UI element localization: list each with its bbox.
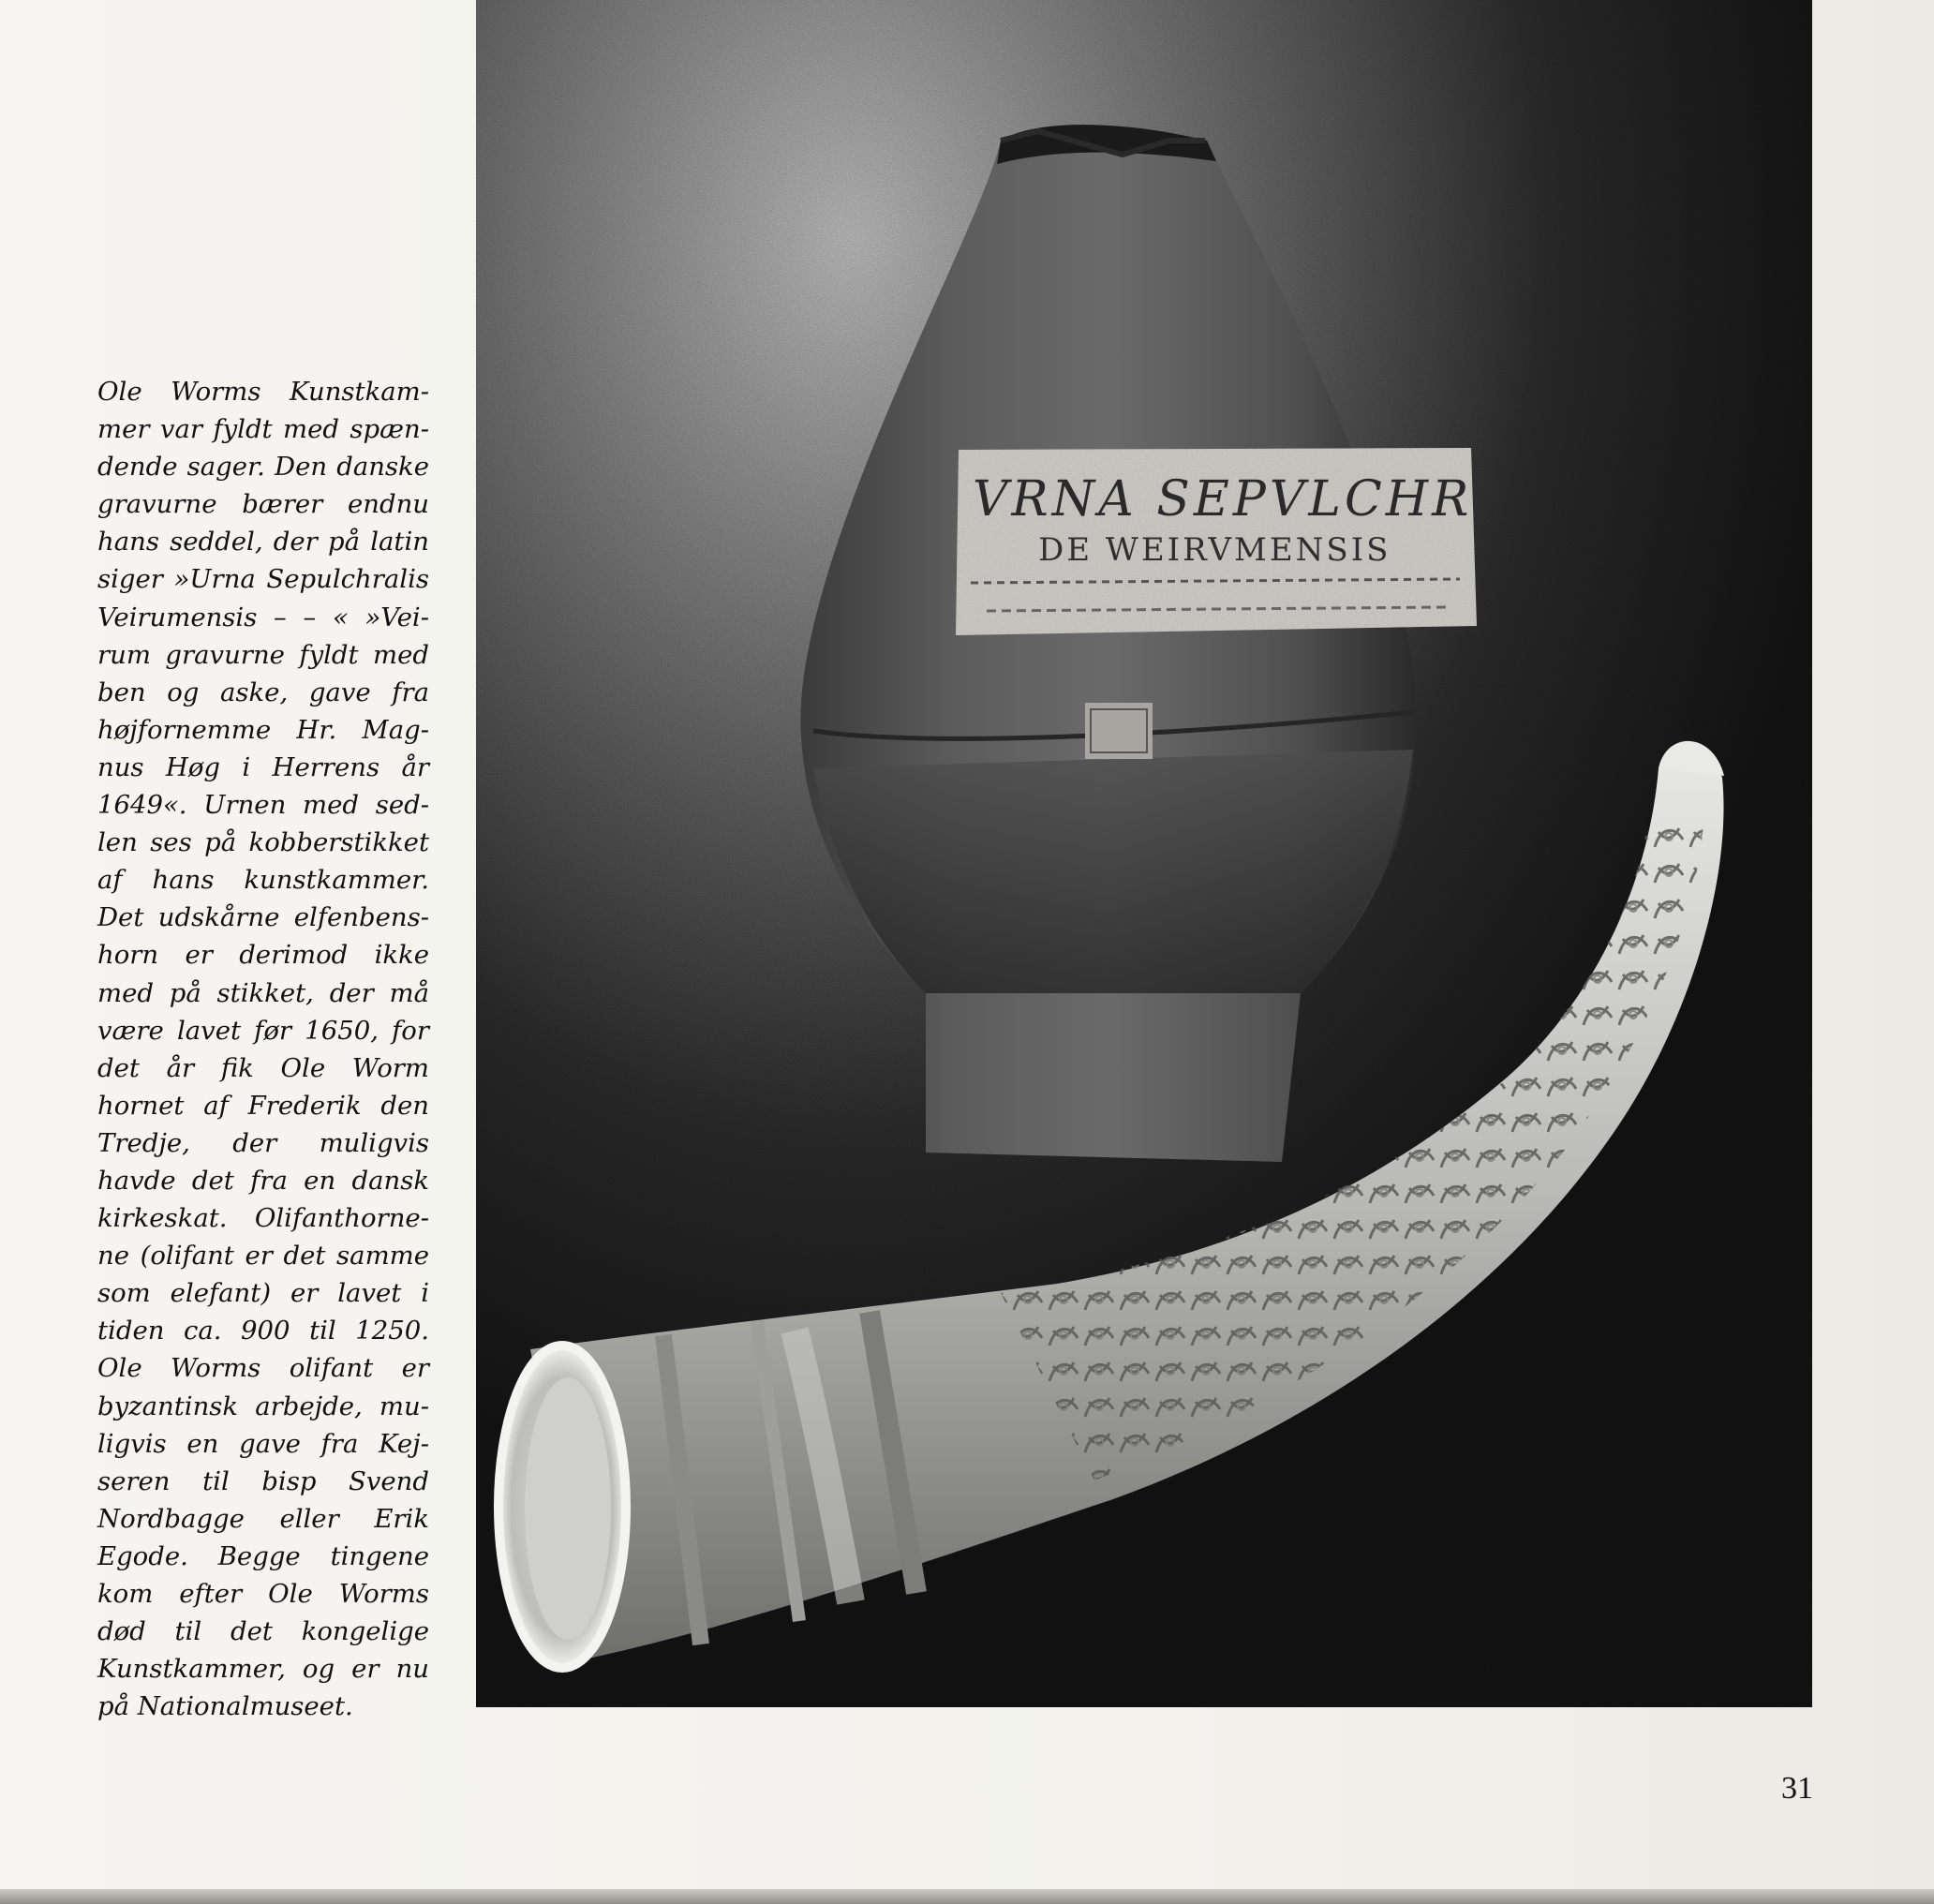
caption-line: mer var fyldt med spæn- [97,414,429,445]
caption-line: rum gravurne fyldt med [97,639,429,670]
caption-line: ligvis en gave fra Kej- [97,1428,429,1459]
caption-line: Kunstkammer, og er nu [97,1654,429,1685]
caption-line: 1649«. Urnen med sed- [97,790,429,821]
caption-line: ben og aske, gave fra [97,677,429,707]
caption-line: kirkeskat. Olifanthorne- [97,1203,429,1234]
caption-line: havde det fra en dansk [97,1165,429,1196]
caption-line: gravurne bærer endnu [97,489,429,520]
caption-line: len ses på kobberstikket [97,827,429,858]
caption-line: byzantinsk arbejde, mu- [97,1391,429,1421]
caption-line: kom efter Ole Worms [97,1579,429,1609]
caption-line: seren til bisp Svend [97,1465,429,1496]
photograph-urn-and-horn [476,0,1812,1707]
urn-small-label [1085,703,1153,759]
caption-line: Egode. Begge tingene [97,1540,429,1571]
caption-line: af hans kunstkammer. [97,865,429,896]
caption-line: hornet af Frederik den [97,1090,429,1121]
urn-paper-label [956,448,1477,635]
caption-line: død til det kongelige [97,1616,429,1647]
caption-line: siger »Urna Sepulchralis [97,564,429,595]
urn-label-line-2: DE WEIRVMENSIS [1038,531,1391,569]
page-number: 31 [1781,1771,1813,1806]
caption-line: være lavet før 1650, for [97,1015,429,1046]
caption-line: Veirumensis – – « »Vei- [97,602,429,632]
caption-line: Nordbagge eller Erik [97,1503,429,1534]
caption-line: Tredje, der muligvis [97,1127,429,1158]
caption-line: Ole Worms olifant er [97,1353,429,1384]
caption-line: nus Høg i Herrens år [97,751,429,782]
caption-line: som elefant) er lavet i [97,1278,429,1309]
caption-line: med på stikket, der må [97,977,429,1008]
caption-line: horn er derimod ikke [97,940,429,971]
caption-line: tiden ca. 900 til 1250. [97,1316,429,1346]
page-edge [0,1889,1934,1904]
caption-line: hans seddel, der på latin [97,527,429,558]
caption-line: Det udskårne elfenbens- [97,902,429,933]
urn-label-line-1: VRNA SEPVLCHR [973,471,1473,528]
caption-line: dende sager. Den danske [97,452,429,483]
caption-line: på Nationalmuseet. [97,1691,353,1722]
caption-line: det år fik Ole Worm [97,1052,429,1083]
caption-line: Ole Worms Kunstkam- [97,377,429,407]
caption-text [97,373,429,1725]
caption-line: ne (olifant er det samme [97,1241,429,1272]
caption-line: højfornemme Hr. Mag- [97,714,429,745]
